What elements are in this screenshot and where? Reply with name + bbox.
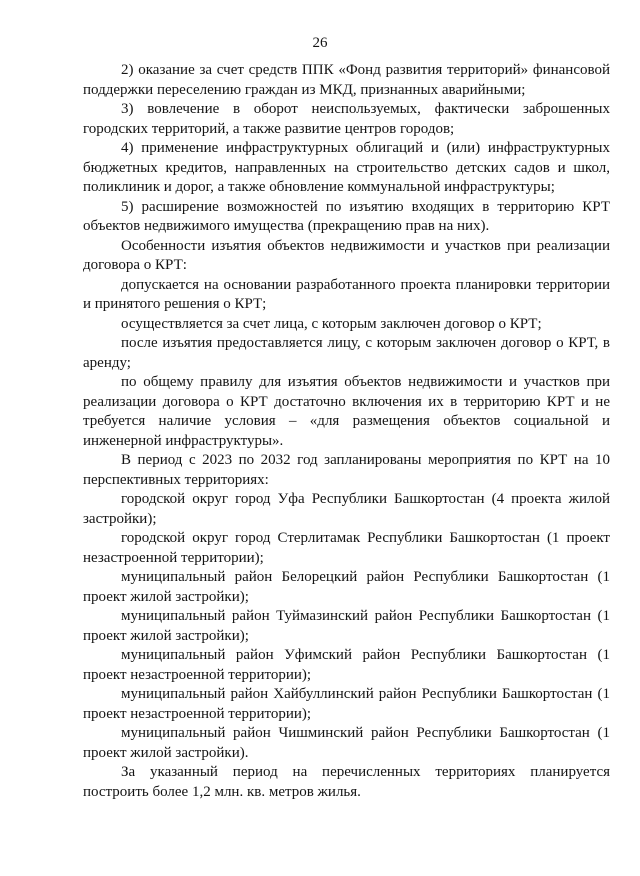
- page-number: 26: [312, 35, 328, 51]
- paragraph: муниципальный район Белорецкий район Республики Башкортостан (1 проект жилой застройки);: [83, 569, 610, 605]
- paragraph: городской округ город Стерлитамак Республики Башкортостан (1 проект незастроенной территории);: [83, 530, 610, 566]
- body-text: [83, 61, 610, 802]
- paragraph: Особенности изъятия объектов недвижимости и участков при реализации договора о КРТ:: [83, 237, 610, 273]
- paragraph: осуществляется за счет лица, с которым заключен договор о КРТ;: [121, 315, 542, 332]
- paragraph: За указанный период на перечисленных территориях планируется построить более 1,2 млн. кв. метров жилья.: [83, 764, 610, 800]
- paragraph: городской округ город Уфа Республики Башкортостан (4 проекта жилой застройки);: [83, 491, 610, 527]
- paragraph: 2) оказание за счет средств ППК «Фонд развития территорий» финансовой поддержки переселению граждан из МКД, признанных аварийными;: [83, 62, 610, 98]
- paragraph: муниципальный район Чишминский район Республики Башкортостан (1 проект жилой застройки).: [83, 725, 610, 761]
- paragraph: после изъятия предоставляется лицу, с которым заключен договор о КРТ, в аренду;: [83, 335, 610, 371]
- paragraph: 4) применение инфраструктурных облигаций и (или) инфраструктурных бюджетных кредитов, направленных на строительство детских садов и школ, поликлиник и дорог, а также обновление коммунальной инфраструктуры;: [83, 140, 610, 195]
- paragraph: муниципальный район Туймазинский район Республики Башкортостан (1 проект жилой застройки);: [83, 608, 610, 644]
- paragraph: 3) вовлечение в оборот неиспользуемых, фактически заброшенных городских территорий, а также развитие центров городов;: [83, 101, 610, 137]
- paragraph: В период с 2023 по 2032 год запланированы мероприятия по КРТ на 10 перспективных территориях:: [83, 452, 610, 488]
- paragraph: 5) расширение возможностей по изъятию входящих в территорию КРТ объектов недвижимого имущества (прекращению прав на них).: [83, 198, 610, 234]
- paragraph: муниципальный район Уфимский район Республики Башкортостан (1 проект незастроенной территории);: [83, 647, 610, 683]
- paragraph: по общему правилу для изъятия объектов недвижимости и участков при реализации договора о КРТ достаточно включения их в территорию КРТ и не требуется наличие условия – «для размещения объектов социальной и инженерной инфраструктуры».: [83, 374, 610, 449]
- paragraph: муниципальный район Хайбуллинский район Республики Башкортостан (1 проект незастроенной территории);: [83, 686, 610, 722]
- paragraph: допускается на основании разработанного проекта планировки территории и принятого решения о КРТ;: [83, 276, 610, 312]
